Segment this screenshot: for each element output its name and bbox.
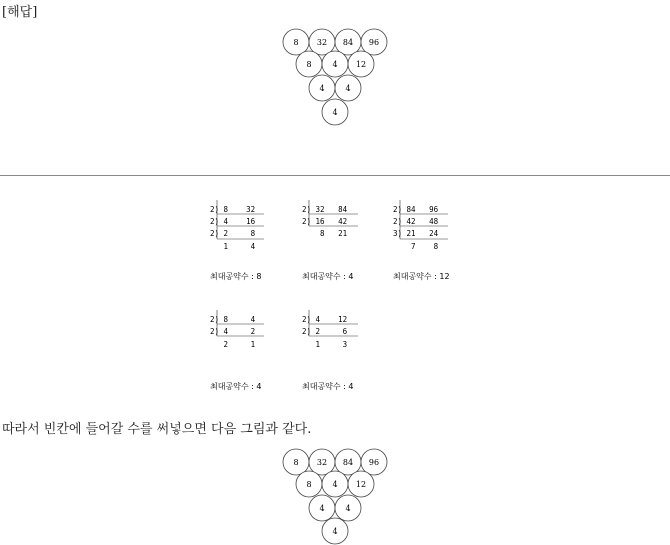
calculation-4-12 [302, 310, 358, 391]
calculation-8-32 [210, 200, 264, 281]
cell-value: 32 [316, 458, 328, 467]
calc-line: 2) 32 84 [302, 205, 348, 214]
cell-value: 4 [332, 480, 338, 489]
calculation-32-84 [302, 200, 358, 281]
calc-line: 2) 84 96 [393, 205, 439, 214]
calc-line: 2) 2 6 [302, 327, 348, 336]
row-3 [322, 99, 348, 125]
gcd-calculations [200, 198, 480, 403]
calc-line: 2) 4 16 [210, 217, 256, 226]
row-2 [309, 495, 361, 521]
gcd-result: 최대공약수 : 4 [210, 382, 262, 391]
calc-line: 2) 4 12 [302, 315, 348, 324]
cell-value: 12 [355, 480, 367, 489]
gcd-result: 최대공약수 : 4 [302, 272, 354, 281]
answer-header: [해답] [2, 5, 38, 20]
gcd-result: 최대공약수 : 4 [302, 382, 354, 391]
gcd-result: 최대공약수 : 8 [210, 272, 262, 281]
calc-line: 2) 8 4 [210, 315, 256, 324]
conclusion-text: 따라서 빈칸에 들어갈 수를 써넣으면 다음 그림과 같다. [2, 422, 312, 437]
row-3 [322, 518, 348, 544]
calc-line: 1 4 [210, 242, 256, 251]
cell-value: 8 [306, 480, 312, 489]
gcd-result: 최대공약수 : 12 [393, 272, 450, 281]
calc-line: 2) 42 48 [393, 217, 439, 226]
cell-value: 96 [368, 458, 380, 467]
cell-value: 84 [342, 38, 354, 47]
calculation-84-96 [393, 200, 450, 281]
cell-value: 4 [345, 504, 351, 513]
calc-line: 2) 4 2 [210, 327, 256, 336]
calc-line: 7 8 [393, 242, 439, 251]
cell-value: 4 [319, 504, 325, 513]
cell-value: 4 [319, 84, 325, 93]
circle-triangle-top [270, 22, 400, 127]
cell-value: 4 [332, 60, 338, 69]
calculation-8-4 [210, 310, 264, 391]
cell-value: 4 [345, 84, 351, 93]
cell-value: 96 [368, 38, 380, 47]
row-2 [309, 75, 361, 101]
calc-line: 2) 8 32 [210, 205, 256, 214]
calc-line: 1 3 [302, 340, 348, 349]
calc-line: 2) 2 8 [210, 229, 256, 238]
divider [0, 175, 670, 176]
calc-line: 2 1 [210, 340, 256, 349]
row-1 [296, 51, 374, 77]
calc-line: 8 21 [302, 229, 348, 238]
cell-value: 8 [293, 458, 299, 467]
cell-value: 8 [293, 38, 299, 47]
row-1 [296, 471, 374, 497]
circle-triangle-bottom [270, 442, 400, 545]
cell-value: 12 [355, 60, 367, 69]
cell-value: 32 [316, 38, 328, 47]
cell-value: 8 [306, 60, 312, 69]
cell-value: 4 [332, 527, 338, 536]
cell-value: 84 [342, 458, 354, 467]
calc-line: 3) 21 24 [393, 229, 439, 238]
cell-value: 4 [332, 108, 338, 117]
calc-line: 2) 16 42 [302, 217, 348, 226]
